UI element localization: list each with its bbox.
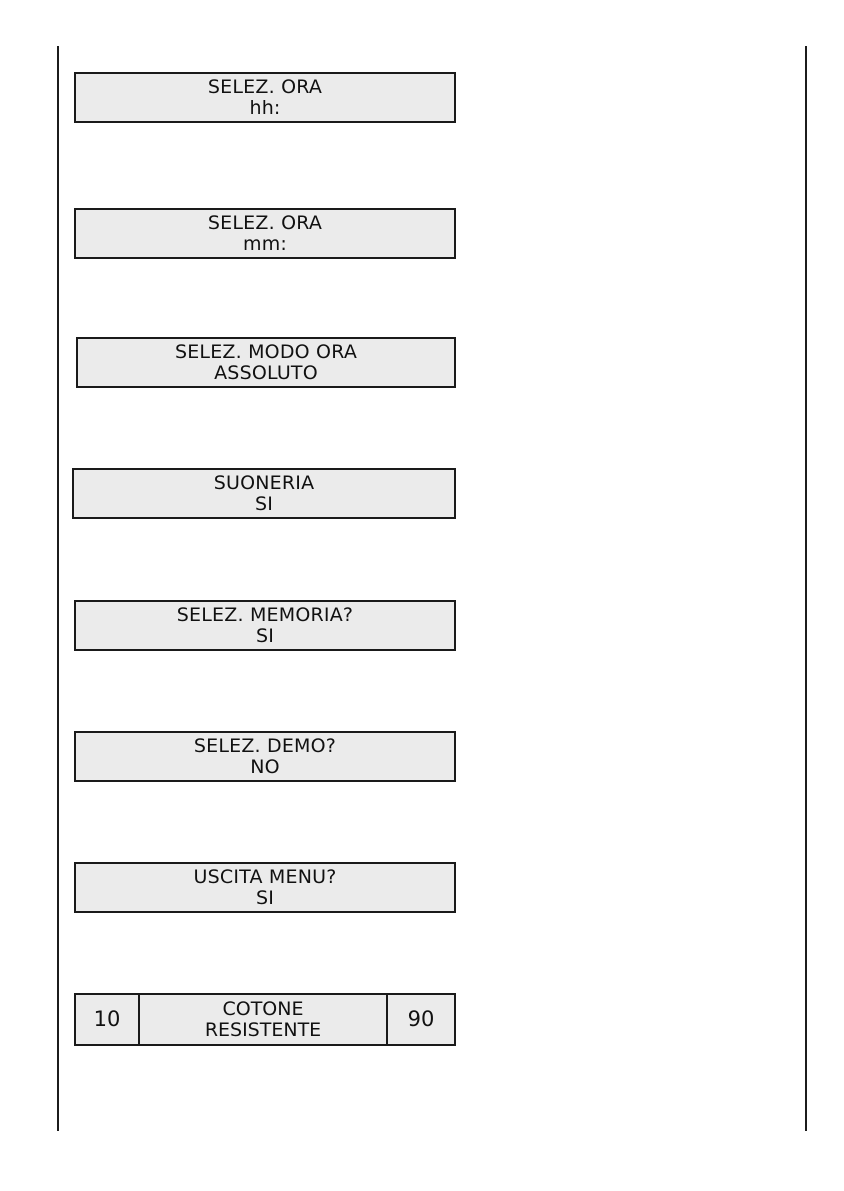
display-line-2: SI [255, 624, 275, 647]
lcd-display-time-mode [76, 337, 456, 388]
program-name [138, 995, 388, 1044]
program-line-2: RESISTENTE [204, 1018, 322, 1041]
display-line-1: SELEZ. ORA [207, 211, 323, 234]
right-margin-rule [805, 46, 807, 1131]
display-line-2: mm: [242, 232, 288, 255]
display-line-1: SELEZ. DEMO? [193, 734, 337, 757]
lcd-display-set-hour [74, 72, 456, 123]
display-line-1: USCITA MENU? [193, 865, 337, 888]
display-line-2: NO [250, 755, 280, 778]
display-line-1: SELEZ. MEMORIA? [176, 603, 354, 626]
lcd-display-exit-menu [74, 862, 456, 913]
lcd-display-memory [74, 600, 456, 651]
display-line-2: hh: [249, 96, 281, 119]
display-line-1: SELEZ. ORA [207, 75, 323, 98]
display-line-1: SELEZ. MODO ORA [174, 340, 358, 363]
lcd-display-set-minute [74, 208, 456, 259]
display-line-1: SUONERIA [213, 471, 315, 494]
program-left-value: 10 [93, 1007, 121, 1031]
lcd-display-program [74, 993, 456, 1046]
left-margin-rule [57, 46, 59, 1131]
display-line-2: ASSOLUTO [214, 361, 318, 384]
lcd-display-demo [74, 731, 456, 782]
display-line-2: SI [254, 492, 274, 515]
program-line-1: COTONE [222, 997, 304, 1020]
program-right-value: 90 [407, 1007, 435, 1031]
lcd-display-buzzer [72, 468, 456, 519]
display-line-2: SI [255, 886, 275, 909]
